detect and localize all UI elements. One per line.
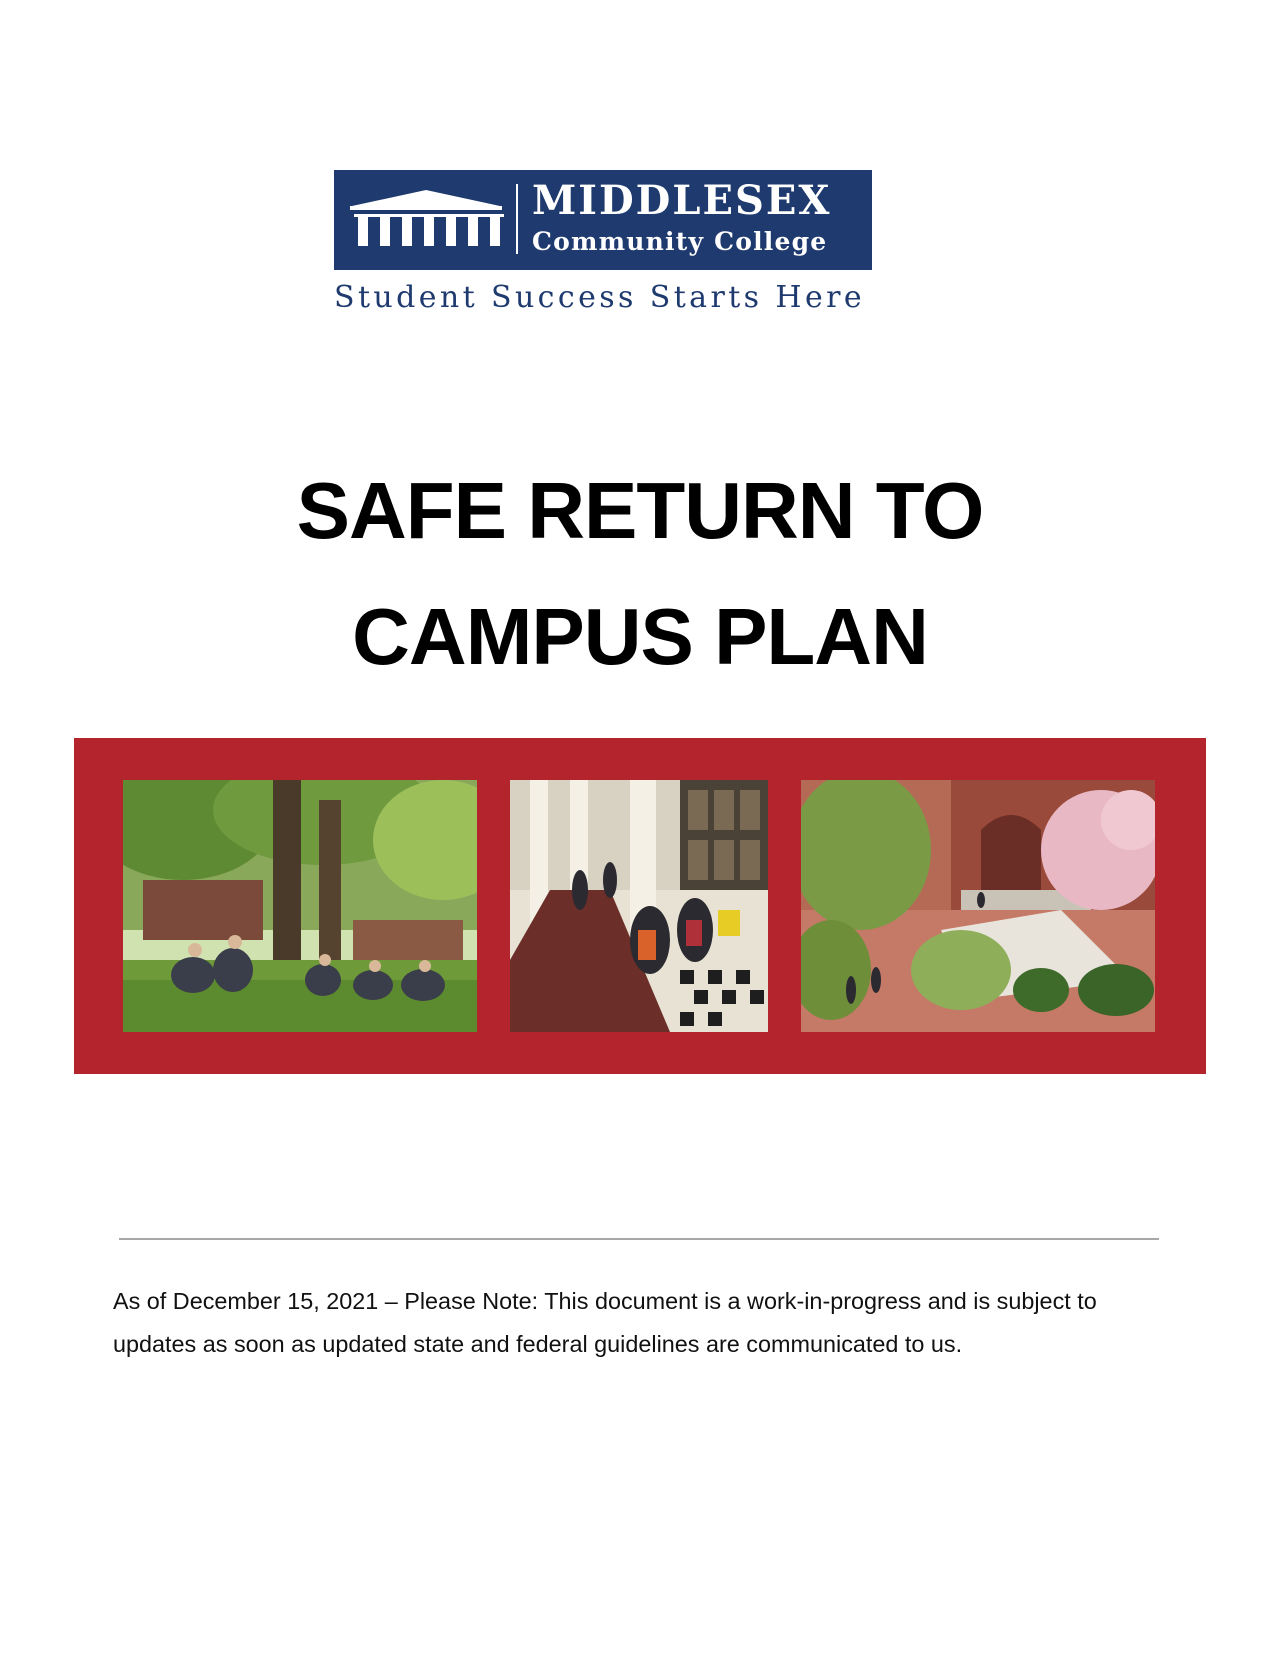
college-subname: Community College bbox=[532, 227, 828, 256]
campus-courtyard-photo bbox=[801, 780, 1155, 1032]
document-title bbox=[0, 448, 1280, 700]
college-name: MIDDLESEX bbox=[532, 177, 832, 224]
students-on-lawn-photo bbox=[123, 780, 477, 1032]
document-note: As of December 15, 2021 – Please Note: This document is a work-in-progress and is subject to updates as soon as updated state and federal guidelines are communicated to us. bbox=[113, 1288, 1097, 1357]
horizontal-rule bbox=[119, 1238, 1159, 1240]
photo-band bbox=[74, 738, 1206, 1074]
college-logo bbox=[334, 170, 872, 270]
logo-divider bbox=[516, 184, 518, 254]
title-line-1: SAFE RETURN TO bbox=[296, 466, 984, 555]
title-line-2: CAMPUS PLAN bbox=[352, 592, 928, 681]
college-tagline: Student Success Starts Here bbox=[334, 280, 865, 315]
college-building-icon bbox=[346, 188, 506, 252]
hallway-photo bbox=[510, 780, 768, 1032]
